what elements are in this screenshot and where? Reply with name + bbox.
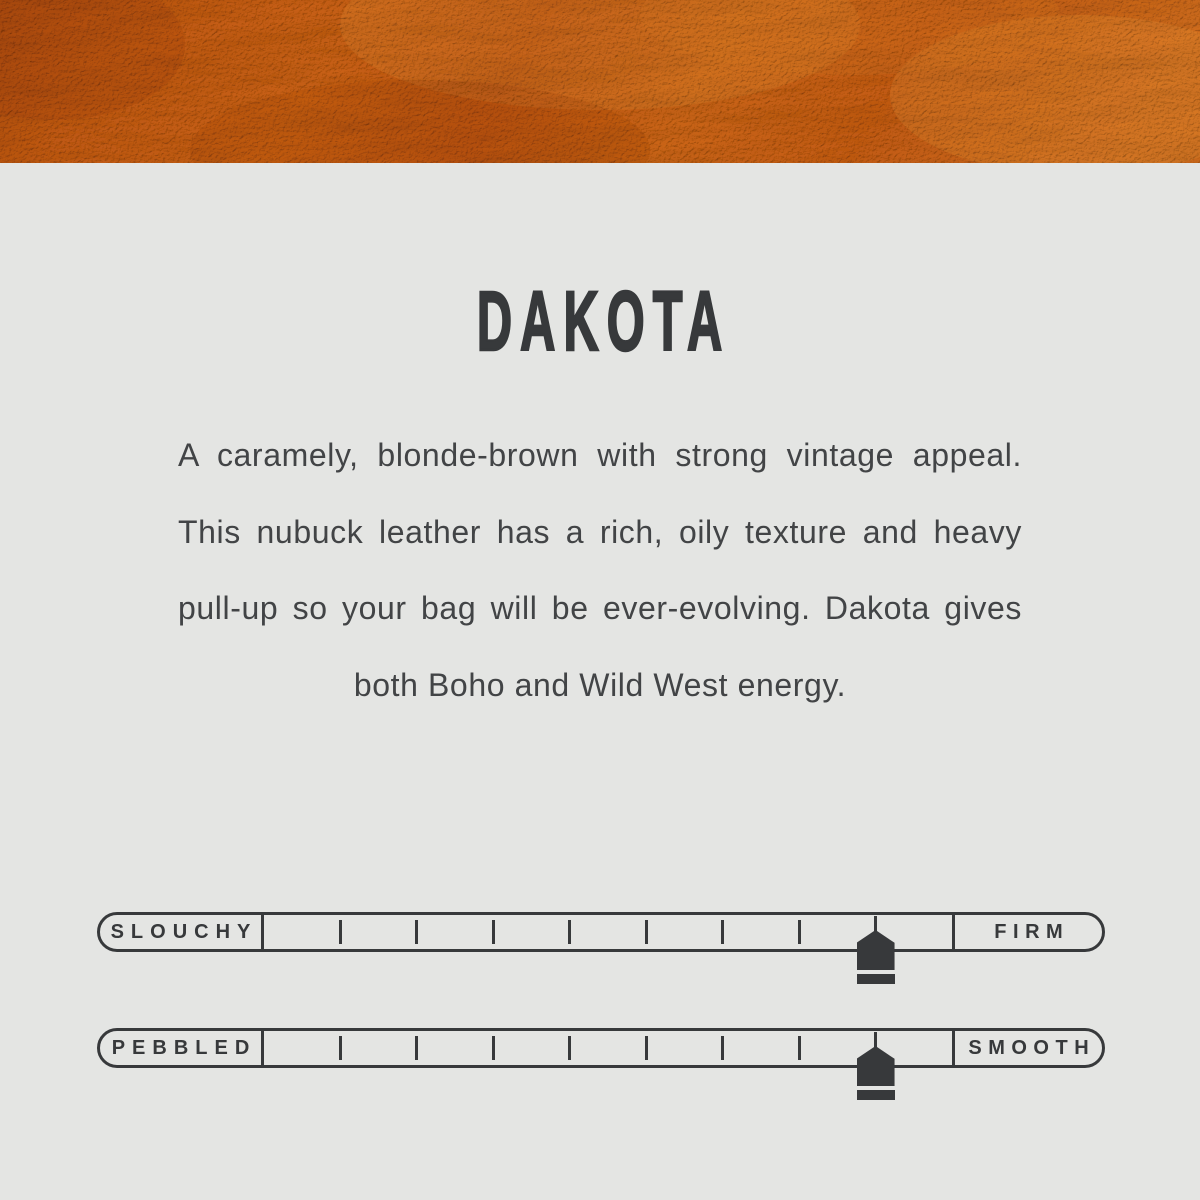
leather-texture-art xyxy=(0,0,1200,163)
scale-label-smooth: SMOOTH xyxy=(968,1036,1096,1059)
tick-mark xyxy=(415,1036,418,1060)
tick-mark xyxy=(339,1036,342,1060)
description-line: This nubuck leather has a rich, oily texture and heavy xyxy=(178,513,1022,550)
scale-marker xyxy=(857,915,895,987)
page-title-text: DAKOTA xyxy=(477,274,731,368)
tick-mark xyxy=(721,920,724,944)
scale-label-firm: FIRM xyxy=(994,920,1070,943)
tick-mark xyxy=(798,1036,801,1060)
scale-label-slouchy: SLOUCHY xyxy=(110,920,258,943)
tick-mark xyxy=(568,1036,571,1060)
tick-mark xyxy=(492,920,495,944)
pebbled-smooth-scale xyxy=(97,1028,1105,1068)
leather-swatch-image xyxy=(0,0,1200,163)
description-line: pull-up so your bag will be ever-evolving. Dakota gives xyxy=(178,590,1022,626)
marker-pointer-icon xyxy=(857,930,895,970)
marker-pointer-icon xyxy=(857,1046,895,1086)
tick-mark xyxy=(645,920,648,944)
description-line: both Boho and Wild West energy. xyxy=(353,666,847,703)
slouchy-firm-scale xyxy=(97,912,1105,952)
scale-track xyxy=(264,915,952,949)
tick-mark xyxy=(645,1036,648,1060)
scale-marker xyxy=(857,1031,895,1103)
tick-mark xyxy=(798,920,801,944)
tick-mark xyxy=(568,920,571,944)
tick-mark xyxy=(339,920,342,944)
leather-description xyxy=(178,417,1022,723)
tick-mark xyxy=(492,1036,495,1060)
tick-mark xyxy=(415,920,418,944)
page-title xyxy=(0,274,1200,368)
marker-base-bar xyxy=(857,1090,895,1100)
marker-base-bar xyxy=(857,974,895,984)
scale-track xyxy=(264,1031,952,1065)
description-line: A caramely, blonde-brown with strong vintage appeal. xyxy=(178,437,1022,473)
scale-label-pebbled: PEBBLED xyxy=(111,1036,257,1059)
tick-mark xyxy=(721,1036,724,1060)
